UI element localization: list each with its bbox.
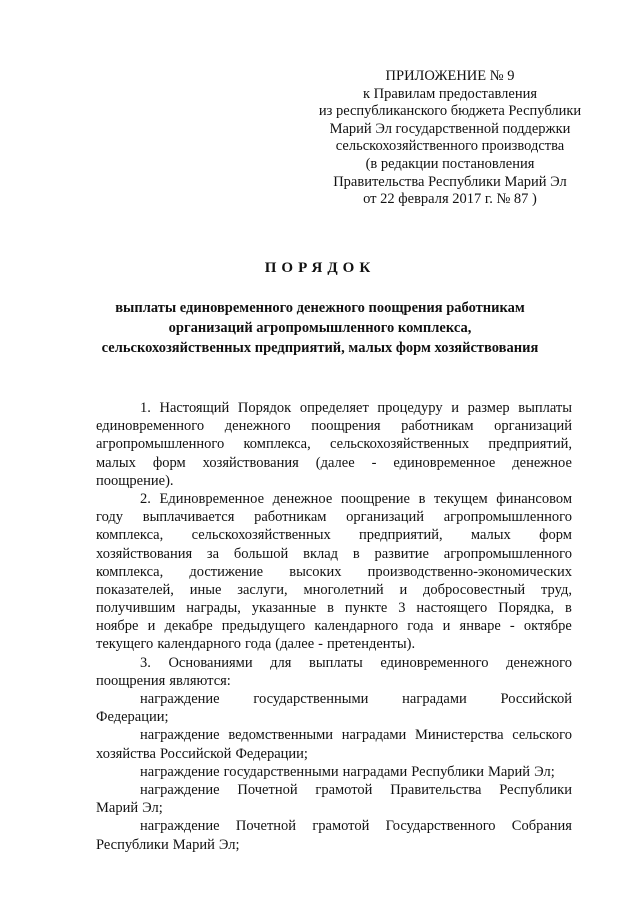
body-line: текущего календарного года (далее - претенденты). [96,636,416,653]
subtitle-line: организаций агропромышленного комплекса, [168,320,472,336]
document-body [96,399,572,854]
appendix-line: из республиканского бюджета Республики [318,103,582,120]
body-line: 1. Настоящий Порядок определяет процедуру и размер выплаты [140,400,572,416]
subtitle-line: выплаты единовременного денежного поощрения работникам [115,300,525,316]
body-line: награждение ведомственными наградами Министерства сельского [140,727,572,744]
body-line: ноябре и декабре предыдущего календарного года и январе - октябре [96,618,572,635]
body-line: году выплачивается работникам организаций агропромышленного [96,509,572,526]
body-line: награждение Почетной грамотой Правительства Республики [140,781,572,798]
body-line: поощрение). [96,472,174,489]
body-line: агропромышленного комплекса, сельскохозяйственных предприятий, [96,436,572,453]
appendix-line: ПРИЛОЖЕНИЕ № 9 [385,68,515,84]
body-line: награждение государственными наградами Республики Марий Эл; [140,763,555,780]
appendix-line: Марий Эл государственной поддержки [329,120,571,137]
appendix-line: сельскохозяйственного производства [335,138,565,155]
body-line: хозяйства Российской Федерации; [96,745,308,762]
subtitle-line: сельскохозяйственных предприятий, малых форм хозяйствования [101,340,539,356]
body-line: Федерации; [96,709,169,726]
body-line: награждение Почетной грамотой Государственного Собрания [140,818,572,835]
body-line: хозяйствования за большой вклад в развитие агропромышленного [96,545,572,562]
body-line: показателей, иные заслуги, многолетний и добросовестный труд, [96,581,572,598]
body-line: 2. Единовременное денежное поощрение в текущем финансовом [140,490,572,507]
appendix-line: от 22 февраля 2017 г. № 87 ) [363,191,537,208]
body-line: Республики Марий Эл; [96,836,240,853]
appendix-line: (в редакции постановления [365,155,535,172]
body-line: поощрения являются: [96,672,231,689]
body-line: комплекса, достижение высоких производственно-экономических [96,563,572,580]
document-subtitle [60,298,580,358]
body-line: малых форм хозяйствования (далее - единовременное денежное [96,454,572,471]
appendix-line: к Правилам предоставления [362,85,538,102]
body-line: единовременного денежного поощрения работникам организаций [96,418,572,435]
body-line: получившим награды, указанные в пункте 3 настоящего Порядка, в [96,600,572,617]
appendix-line: Правительства Республики Марий Эл [333,173,567,190]
body-line: 3. Основаниями для выплаты единовременного денежного [140,654,572,671]
document-title: ПОРЯДОК [264,260,376,276]
appendix-header [300,68,600,209]
body-line: Марий Эл; [96,800,163,817]
body-line: комплекса, сельскохозяйственных предприятий, малых форм [96,527,572,544]
body-line: награждение государственными наградами Российской [140,691,572,707]
